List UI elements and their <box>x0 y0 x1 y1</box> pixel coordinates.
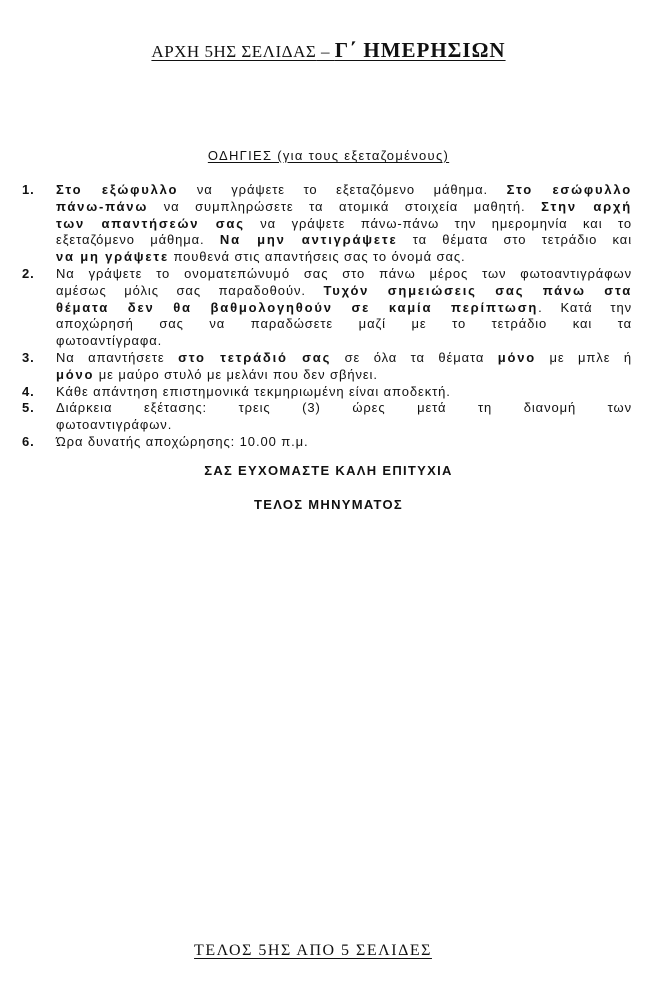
header-prefix: ΑΡΧΗ 5ΗΣ ΣΕΛΙΔΑΣ <box>151 42 317 61</box>
item-line <box>56 249 632 266</box>
header-separator: – <box>316 42 335 61</box>
item-line <box>56 400 632 417</box>
body-text: να γράψετε πάνω-πάνω την ημερομηνία και το <box>244 215 632 231</box>
item-line <box>56 367 632 384</box>
emphasis-text: στο τετράδιό σας <box>178 349 332 365</box>
instruction-item <box>22 434 632 451</box>
item-line <box>56 216 632 233</box>
body-text: να συμπληρώσετε τα ατομικά στοιχεία μαθητή. <box>148 198 542 214</box>
closing-wish: ΣΑΣ ΕΥΧΟΜΑΣΤΕ ΚΑΛΗ ΕΠΙΤΥΧΙΑ <box>204 463 453 478</box>
item-number: 3. <box>22 349 35 365</box>
instruction-item <box>22 266 632 350</box>
emphasis-text: των απαντήσεών σας <box>56 215 245 231</box>
item-number: 2. <box>22 265 35 281</box>
emphasis-text: Στην αρχή <box>541 198 633 214</box>
item-line <box>56 384 632 401</box>
body-text: Να γράψετε το ονοματεπώνυμό σας στο πάνω μέρος των φωτοαντιγράφων <box>56 265 632 281</box>
item-number: 6. <box>22 433 35 449</box>
body-text: να γράψετε το εξεταζόμενο μάθημα. <box>178 182 507 197</box>
page-footer: ΤΕΛΟΣ 5ΗΣ ΑΠΟ 5 ΣΕΛΙΔΕΣ <box>194 942 432 959</box>
page-header-text <box>151 38 506 62</box>
item-number: 4. <box>22 383 35 399</box>
instruction-item <box>22 182 632 266</box>
closing-end-message: ΤΕΛΟΣ ΜΗΝΥΜΑΤΟΣ <box>254 497 403 512</box>
body-text: Ώρα δυνατής αποχώρησης: 10.00 π.μ. <box>56 433 309 449</box>
item-line <box>56 182 632 199</box>
item-line <box>56 350 632 367</box>
emphasis-text: Στο εσώφυλλο <box>506 182 632 197</box>
item-line <box>56 283 632 300</box>
instruction-item <box>22 350 632 384</box>
header-suffix: Γ΄ ΗΜΕΡΗΣΙΩΝ <box>334 38 506 62</box>
item-line <box>56 434 632 451</box>
instructions-title: ΟΔΗΓΙΕΣ (για τους εξεταζομένους) <box>207 148 450 163</box>
item-number: 1. <box>22 182 35 197</box>
body-text: πουθενά στις απαντήσεις σας το όνομά σας. <box>168 249 466 265</box>
emphasis-text: μόνο <box>497 349 537 365</box>
body-text: φωτοαντίγραφα. <box>56 333 163 349</box>
body-text: φωτοαντιγράφων. <box>56 417 173 433</box>
page-header <box>0 38 657 63</box>
item-line <box>56 232 632 249</box>
body-text: σε όλα τα θέματα <box>331 349 498 365</box>
body-text: Να απαντήσετε <box>56 349 179 365</box>
body-text: Διάρκεια εξέτασης: τρεις (3) ώρες μετά τη διανομή των <box>56 400 632 416</box>
emphasis-text: Να μην αντιγράψετε <box>219 232 398 248</box>
body-text: . Κατά την <box>538 299 632 315</box>
item-line <box>56 300 632 317</box>
emphasis-text: Τυχόν σημειώσεις σας πάνω στα <box>323 282 633 298</box>
item-line <box>56 333 632 350</box>
emphasis-text: Στο εξώφυλλο <box>56 182 179 197</box>
body-text: με μαύρο στυλό με μελάνι που δεν σβήνει. <box>94 366 378 382</box>
body-text: αποχώρησή σας να παραδώσετε μαζί με το τετράδιο και τα <box>56 316 632 332</box>
item-line <box>56 417 632 434</box>
emphasis-text: μόνο <box>56 366 95 382</box>
body-text: αμέσως μόλις σας παραδοθούν. <box>56 282 324 298</box>
item-line <box>56 266 632 283</box>
item-line <box>56 199 632 216</box>
emphasis-text: να μη γράψετε <box>56 249 169 265</box>
instruction-item <box>22 400 632 434</box>
body-text: με μπλε ή <box>536 349 632 365</box>
emphasis-text: πάνω-πάνω <box>56 198 149 214</box>
item-number: 5. <box>22 400 35 416</box>
body-text: Κάθε απάντηση επιστημονικά τεκμηριωμένη είναι αποδεκτή. <box>56 383 451 399</box>
instruction-item <box>22 384 632 401</box>
instructions-list <box>22 182 632 451</box>
emphasis-text: θέματα δεν θα βαθμολογηθούν σε καμία περίπτωση <box>56 299 539 315</box>
item-line <box>56 316 632 333</box>
body-text: εξεταζόμενο μάθημα. <box>56 232 220 248</box>
body-text: τα θέματα στο τετράδιο και <box>397 232 633 248</box>
